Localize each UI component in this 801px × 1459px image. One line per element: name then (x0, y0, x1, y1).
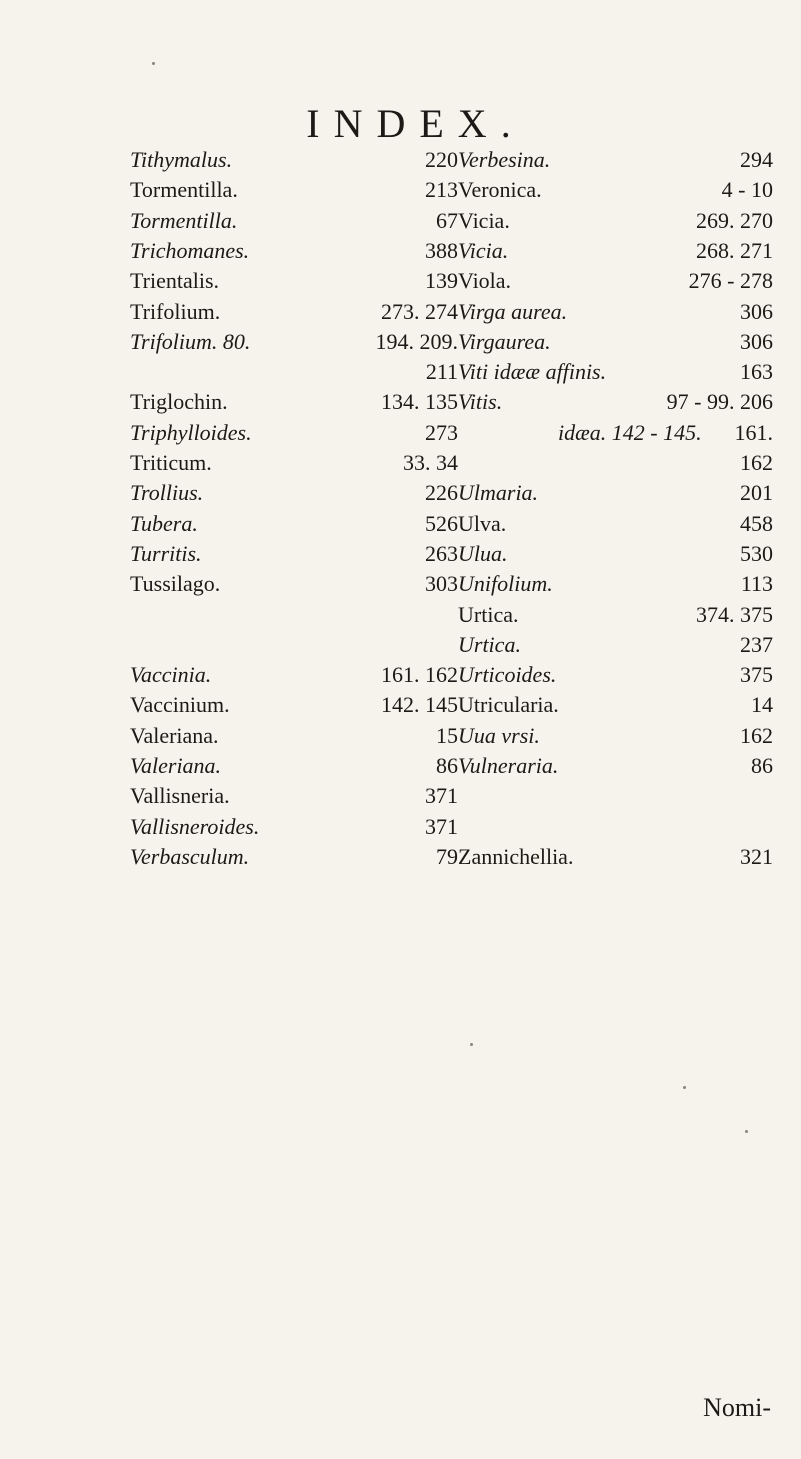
index-term: Tussilago. (130, 571, 221, 597)
page-numbers: 201 (740, 480, 773, 506)
index-term: Tormentilla. (130, 207, 238, 233)
left-index-entry (0, 721, 470, 751)
page-numbers: 237 (740, 631, 773, 657)
right-index-entry (458, 266, 801, 296)
right-index-entry (458, 478, 801, 508)
right-index-entry (458, 539, 801, 569)
page-numbers: 306 (740, 298, 773, 324)
index-term: Vulneraria. (458, 753, 559, 778)
index-term: Urtica. (458, 601, 519, 627)
left-index-entry (0, 236, 470, 266)
right-index-entry (458, 600, 801, 630)
page-numbers: 162 (740, 450, 773, 475)
page-numbers: 162 (740, 722, 773, 748)
right-index-entry (458, 751, 801, 781)
right-index-entry (458, 357, 801, 387)
page-numbers: 86 (436, 753, 458, 778)
left-index-entry (0, 690, 470, 720)
left-index-entry (0, 781, 470, 811)
index-term: Trifolium. (130, 298, 221, 324)
index-term: Turritis. (130, 540, 202, 566)
right-index-entry (458, 418, 801, 448)
page-numbers: 15 (436, 722, 458, 748)
right-index-entry (458, 812, 801, 842)
left-index-entry (0, 387, 470, 417)
right-index-entry (458, 327, 801, 357)
index-term: Trollius. (130, 480, 204, 506)
left-index-entry (0, 842, 470, 872)
page-numbers: 33. 34 (403, 450, 458, 475)
index-term: Utricularia. (458, 692, 559, 718)
index-term: Triglochin. (130, 389, 228, 415)
right-index-entry (458, 721, 801, 751)
page-numbers: 374. 375 (696, 601, 773, 627)
page-numbers: 371 (425, 813, 458, 839)
page-numbers: 14 (751, 692, 773, 718)
index-term: Ulua. (458, 540, 508, 566)
page-numbers: 142. 145 (381, 692, 458, 718)
page-numbers: 220 (425, 147, 458, 172)
page-numbers: 213 (425, 177, 458, 203)
page-numbers: 321 (740, 843, 773, 869)
left-index-entry (0, 297, 470, 327)
page-numbers: 458 (740, 510, 773, 536)
right-index-entry (458, 387, 801, 417)
index-term: Ulmaria. (458, 480, 539, 506)
page-numbers: 226 (425, 480, 458, 506)
page-numbers: 97 - 99. 206 (666, 389, 773, 415)
left-index-entry (0, 600, 470, 630)
paper-speck (683, 1086, 686, 1089)
index-term: Tormentilla. (130, 177, 238, 203)
page-numbers: 86 (751, 753, 773, 778)
page-numbers: 273 (425, 419, 458, 445)
index-term: Veronica. (458, 177, 542, 203)
page-numbers: 268. 271 (696, 237, 773, 263)
index-term: Zannichellia. (458, 843, 574, 869)
page-numbers: 211 (425, 359, 458, 385)
index-term: idæa. 142 - 145. (558, 419, 702, 445)
index-term: Vaccinia. (130, 662, 212, 688)
page-numbers: 306 (740, 328, 773, 354)
right-index-entry (458, 145, 801, 175)
index-term: Urticoides. (458, 662, 557, 688)
right-index-entry (458, 660, 801, 690)
index-term: Trientalis. (130, 268, 220, 294)
right-index-entry (458, 569, 801, 599)
index-term: Vallisneria. (130, 783, 230, 809)
page-numbers: 371 (425, 783, 458, 809)
index-term: Verbesina. (458, 147, 551, 172)
page-title: INDEX. (306, 101, 525, 146)
page-numbers: 530 (740, 540, 773, 566)
page-numbers: 113 (740, 571, 773, 597)
left-index-entry (0, 327, 470, 357)
page-numbers: 375 (740, 662, 773, 688)
right-index-entry (458, 448, 801, 478)
page-numbers: 4 - 10 (721, 177, 773, 203)
index-term: Urtica. (458, 631, 521, 657)
page-numbers: 139 (425, 268, 458, 294)
right-index-entry (458, 509, 801, 539)
page-numbers: 163 (740, 359, 773, 385)
left-index-entry (0, 418, 470, 448)
page-numbers: 273. 274 (381, 298, 458, 324)
right-index-entry (458, 690, 801, 720)
index-term: Valeriana. (130, 722, 219, 748)
right-index-entry (458, 236, 801, 266)
left-index-entry (0, 357, 470, 387)
left-index-entry (0, 812, 470, 842)
page-numbers: 303 (425, 571, 458, 597)
index-term: Unifolium. (458, 571, 553, 597)
left-index-entry (0, 266, 470, 296)
page-numbers: 269. 270 (696, 207, 773, 233)
page-numbers: 161. 162 (381, 662, 458, 688)
left-index-entry (0, 448, 470, 478)
left-index-entry (0, 175, 470, 205)
paper-speck (152, 62, 155, 65)
page-numbers: 79 (436, 843, 458, 869)
index-term: Virga aurea. (458, 298, 568, 324)
index-term: Ulva. (458, 510, 507, 536)
page-numbers: 526 (425, 510, 458, 536)
index-term: Triphylloides. (130, 419, 252, 445)
page-numbers: 67 (436, 207, 458, 233)
index-term: Verbasculum. (130, 843, 250, 869)
index-term: Viola. (458, 268, 512, 294)
catchword: Nomi- (703, 1393, 771, 1422)
left-index-entry (0, 751, 470, 781)
right-index-entry (458, 206, 801, 236)
index-term: Vaccinium. (130, 692, 230, 718)
index-term: Tubera. (130, 510, 198, 536)
index-term: Tithymalus. (130, 147, 233, 172)
index-term: Vitis. (458, 389, 503, 415)
paper-speck (470, 1043, 473, 1046)
left-index-entry (0, 206, 470, 236)
index-term: Virgaurea. (458, 328, 551, 354)
left-index-entry (0, 478, 470, 508)
page-numbers: 276 - 278 (688, 268, 773, 294)
right-index-entry (458, 175, 801, 205)
index-term: Vicia. (458, 207, 510, 233)
right-index-entry (458, 842, 801, 872)
left-index-entry (0, 145, 470, 175)
index-term: Vicia. (458, 237, 509, 263)
page-numbers: 388 (425, 237, 458, 263)
left-index-entry (0, 660, 470, 690)
right-index-entry (458, 781, 801, 811)
index-term: Vallisneroides. (130, 813, 260, 839)
left-index-entry (0, 569, 470, 599)
index-term: Uua vrsi. (458, 722, 540, 748)
index-term: Valeriana. (130, 753, 222, 778)
index-term: Trifolium. 80. (130, 328, 251, 354)
paper-speck (745, 1130, 748, 1133)
left-index-entry (0, 630, 470, 660)
left-index-entry (0, 509, 470, 539)
index-term: Triticum. (130, 450, 212, 475)
page-numbers: 294 (740, 147, 773, 172)
page-numbers: 161. (734, 419, 773, 445)
right-index-entry (458, 630, 801, 660)
index-term: Viti idææ affinis. (458, 359, 607, 385)
page-numbers: 263 (425, 540, 458, 566)
right-index-entry (458, 297, 801, 327)
page-numbers: 194. 209. (375, 328, 458, 354)
index-term: Trichomanes. (130, 237, 250, 263)
left-index-entry (0, 539, 470, 569)
page-numbers: 134. 135 (381, 389, 458, 415)
